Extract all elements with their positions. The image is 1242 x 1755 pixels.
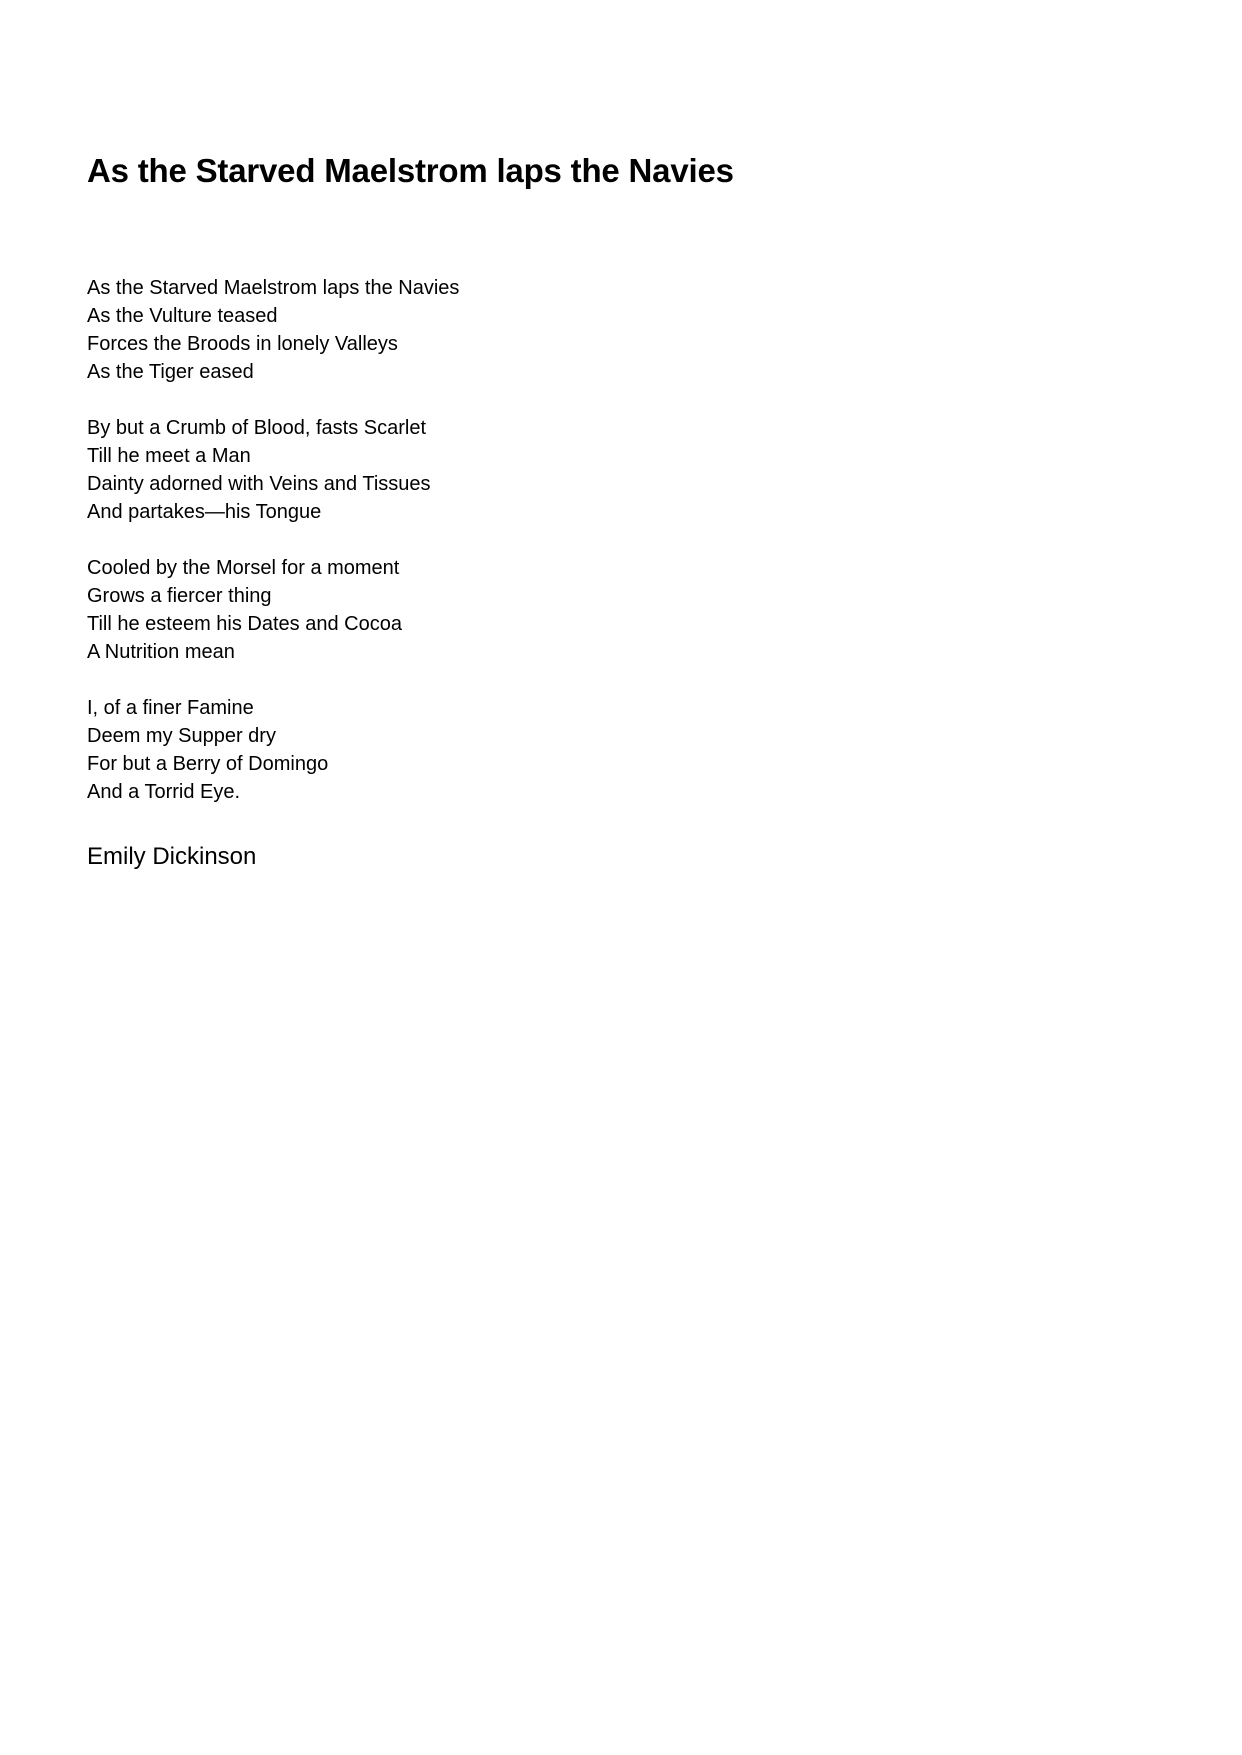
poem-line: Cooled by the Morsel for a moment	[87, 557, 400, 579]
poem-line: Till he esteem his Dates and Cocoa	[87, 613, 402, 635]
stanza-1	[87, 274, 787, 386]
stanza-2	[87, 414, 787, 526]
poem-line: And partakes—his Tongue	[87, 501, 322, 523]
poem-line: As the Tiger eased	[87, 361, 254, 383]
stanza-4	[87, 694, 787, 806]
poem-line: By but a Crumb of Blood, fasts Scarlet	[87, 417, 427, 439]
poem-line: Forces the Broods in lonely Valleys	[87, 333, 398, 355]
poem-line: Deem my Supper dry	[87, 725, 276, 747]
poem-line: For but a Berry of Domingo	[87, 753, 329, 775]
stanza-3	[87, 554, 787, 666]
poem-author: Emily Dickinson	[87, 843, 257, 870]
poem-line: I, of a finer Famine	[87, 697, 254, 719]
poem-line: Dainty adorned with Veins and Tissues	[87, 473, 431, 495]
poem-line: Till he meet a Man	[87, 445, 251, 467]
poem-line: As the Starved Maelstrom laps the Navies	[87, 277, 460, 299]
poem-title: As the Starved Maelstrom laps the Navies	[87, 152, 734, 189]
poem-line: A Nutrition mean	[87, 641, 235, 663]
poem-line: Grows a fiercer thing	[87, 585, 272, 607]
poem-line: As the Vulture teased	[87, 305, 278, 327]
poem-line: And a Torrid Eye.	[87, 781, 241, 803]
poem-body	[87, 274, 787, 834]
